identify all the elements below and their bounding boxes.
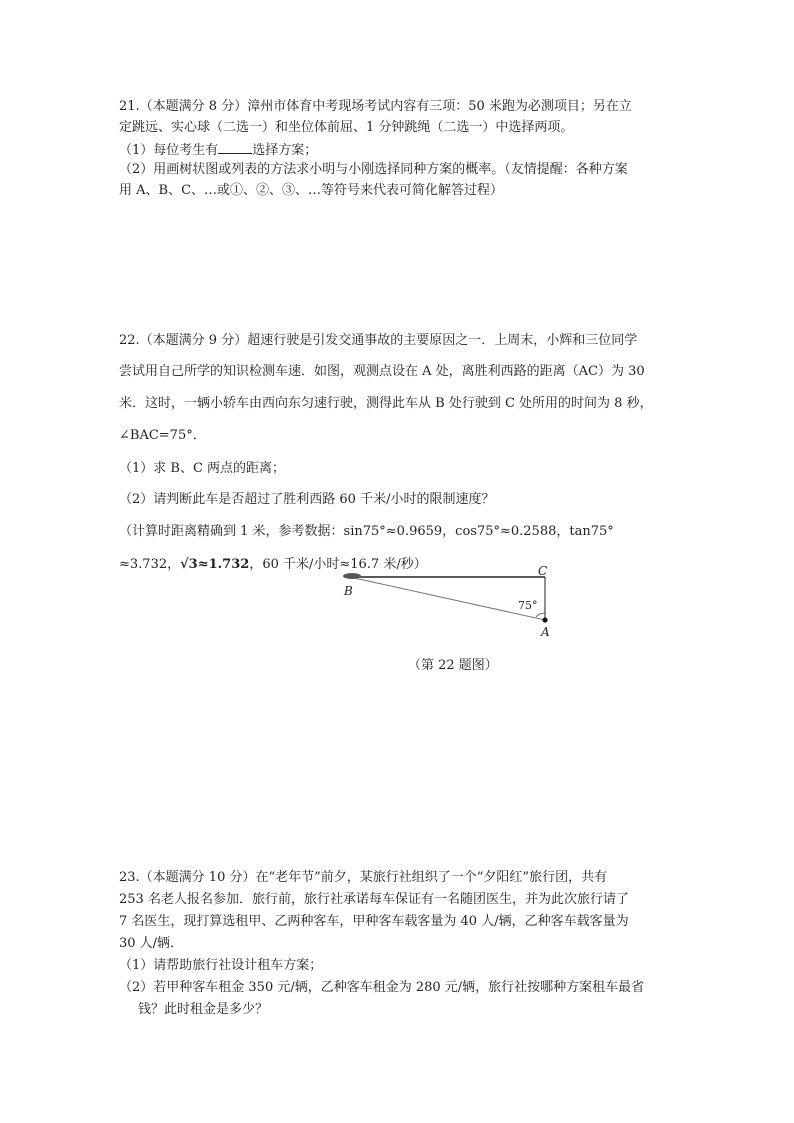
q23-part2-line2: 钱？此时租金是多少？ <box>138 1002 269 1017</box>
q23-line3: 7 名医生，现打算选租甲、乙两种客车，甲种客车载客量为 40 人/辆，乙种客车载客量为 <box>119 914 629 929</box>
q22-line1: 22.（本题满分 9 分）超速行驶是引发交通事故的主要原因之一．上周末，小辉和三位同学 <box>119 333 638 348</box>
q23-line4: 30 人/辆． <box>119 936 184 951</box>
q22-part1: （1）求 B、C 两点的距离； <box>119 461 286 476</box>
q23-line1: 23.（本题满分 10 分）在“老年节”前夕，某旅行社组织了一个“夕阳红”旅行团，共有 <box>119 870 608 885</box>
sqrt3-value: √3≈1.732 <box>180 557 250 572</box>
q23-part1: （1）请帮助旅行社设计租车方案； <box>119 958 323 973</box>
angle-label: 75° <box>518 599 538 612</box>
q21-line2: 定跳远、实心球（二选一）和坐位体前屈、1 分钟跳绳（二选一）中选择两项。 <box>119 120 574 135</box>
q22-line2: 尝试用自己所学的知识检测车速．如图，观测点设在 A 处，离胜利西路的距离（AC）为 30 <box>119 364 645 379</box>
label-c: C <box>538 564 548 578</box>
q21-part1-suffix: 选择方案； <box>252 143 318 158</box>
line-ba <box>350 577 545 620</box>
label-b: B <box>344 584 353 598</box>
q22-note1: （计算时距离精确到 1 米，参考数据：sin75°≈0.9659，cos75°≈0.2588，tan75° <box>119 524 614 539</box>
answer-blank <box>218 141 252 154</box>
point-a-dot <box>542 617 547 622</box>
q22-line4: ∠BAC=75°． <box>119 428 206 443</box>
q21-part2-line2: 用 A、B、C、…或①、②、③、…等符号来代表可简化解答过程） <box>119 183 504 198</box>
q23-line2: 253 名老人报名参加．旅行前，旅行社承诺每车保证有一名随团医生，并为此次旅行请了 <box>119 892 629 907</box>
q22-figure <box>330 562 560 642</box>
q22-note2-prefix: ≈3.732， <box>119 557 181 572</box>
label-a: A <box>541 625 550 639</box>
q21-line1: 21.（本题满分 8 分）漳州市体育中考现场考试内容有三项：50 米跑为必测项目；另在立 <box>119 99 632 114</box>
q21-part1-prefix: （1）每位考生有 <box>119 143 219 158</box>
q21-part2-line1: （2）用画树状图或列表的方法求小明与小刚选择同种方案的概率。（友情提醒：各种方案 <box>119 162 628 177</box>
figure-caption: （第 22 题图） <box>408 658 498 673</box>
q23-part2-line1: （2）若甲种客车租金 350 元/辆，乙种客车租金为 280 元/辆，旅行社按哪种方案租车最省 <box>119 980 645 995</box>
q22-line3: 米．这时，一辆小轿车由西向东匀速行驶，测得此车从 B 处行驶到 C 处所用的时间为 8 秒， <box>119 396 653 411</box>
q22-part2: （2）请判断此车是否超过了胜利西路 60 千米/小时的限制速度？ <box>119 492 495 507</box>
q22-note2-suffix: ，60 千米/小时≈16.7 米/秒） <box>249 557 427 572</box>
angle-arc <box>536 613 545 617</box>
q21-part1 <box>119 141 317 159</box>
car-icon <box>343 573 361 579</box>
